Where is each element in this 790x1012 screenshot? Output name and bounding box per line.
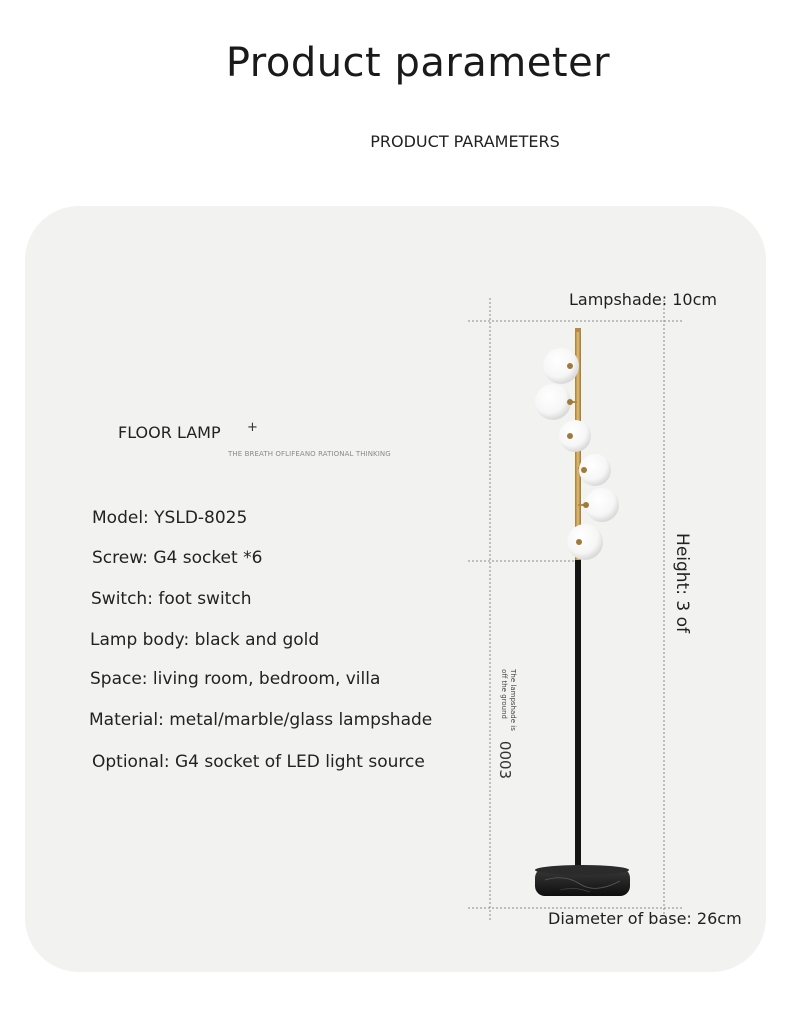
globe-1 bbox=[543, 348, 579, 384]
page-title: Product parameter bbox=[225, 40, 611, 86]
product-tagline: THE BREATH OFLIFEANO RATIONAL THINKING bbox=[228, 450, 391, 458]
black-pole bbox=[575, 560, 581, 870]
globe-3 bbox=[559, 420, 591, 452]
plus-icon: + bbox=[247, 420, 258, 435]
spec-optional: Optional: G4 socket of LED light source bbox=[92, 752, 425, 772]
spec-switch: Switch: foot switch bbox=[91, 589, 252, 609]
height-dimension: Height: 3 of bbox=[672, 533, 692, 633]
spec-space: Space: living room, bedroom, villa bbox=[90, 669, 381, 689]
base-dimension: Diameter of base: 26cm bbox=[548, 909, 742, 928]
globe-6 bbox=[567, 524, 603, 560]
spec-screw: Screw: G4 socket *6 bbox=[92, 548, 263, 568]
spec-lamp-body: Lamp body: black and gold bbox=[90, 630, 320, 650]
marble-base bbox=[535, 865, 630, 896]
ground-clearance-value: 0003 bbox=[496, 740, 514, 780]
ground-clearance-label bbox=[499, 669, 517, 731]
spec-model: Model: YSLD-8025 bbox=[92, 508, 248, 528]
globe-2 bbox=[535, 384, 571, 420]
product-name: FLOOR LAMP bbox=[118, 423, 221, 442]
ground-clearance-label-line2: off the ground bbox=[500, 669, 508, 719]
ground-clearance-label-line1: The lampshade is bbox=[509, 669, 517, 731]
globe-5 bbox=[585, 488, 619, 522]
pole-cap bbox=[575, 328, 581, 332]
page-subtitle: PRODUCT PARAMETERS bbox=[370, 132, 560, 151]
lampshade-dimension: Lampshade: 10cm bbox=[569, 290, 717, 309]
spec-material: Material: metal/marble/glass lampshade bbox=[89, 710, 433, 730]
